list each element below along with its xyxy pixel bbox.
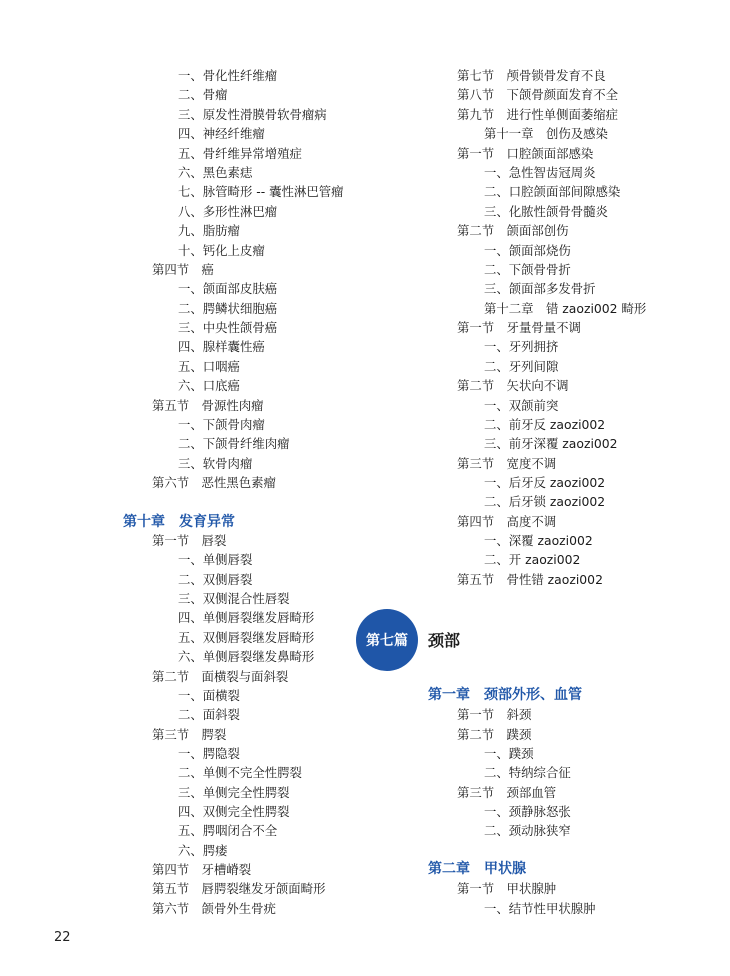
toc-item: 一、急性智齿冠周炎 bbox=[484, 165, 596, 180]
toc-item: 五、腭咽闭合不全 bbox=[178, 823, 278, 838]
toc-section: 第二节 蹼颈 bbox=[457, 727, 532, 742]
toc-item: 二、后牙锁 zaozi002 bbox=[484, 494, 606, 509]
toc-item: 六、单侧唇裂继发鼻畸形 bbox=[178, 649, 315, 664]
toc-item: 八、多形性淋巴瘤 bbox=[178, 204, 278, 219]
toc-item: 二、特纳综合征 bbox=[484, 765, 571, 780]
toc-item: 一、颌面部烧伤 bbox=[484, 243, 571, 258]
toc-item: 一、后牙反 zaozi002 bbox=[484, 475, 606, 490]
toc-item: 三、双侧混合性唇裂 bbox=[178, 591, 290, 606]
chapter-title: 第二章 甲状腺 bbox=[428, 861, 526, 877]
toc-item: 二、双侧唇裂 bbox=[178, 572, 253, 587]
toc-item: 二、颈动脉狭窄 bbox=[484, 823, 571, 838]
toc-item: 二、骨瘤 bbox=[178, 87, 228, 102]
toc-item: 一、面横裂 bbox=[178, 688, 240, 703]
toc-section: 第三节 腭裂 bbox=[152, 727, 227, 742]
toc-item: 一、颌面部皮肤癌 bbox=[178, 281, 278, 296]
chapter-title: 第一章 颈部外形、血管 bbox=[428, 687, 582, 703]
toc-section: 第四节 高度不调 bbox=[457, 514, 557, 529]
toc-item: 二、面斜裂 bbox=[178, 707, 240, 722]
toc-item: 一、深覆 zaozi002 bbox=[484, 533, 593, 548]
toc-item: 一、下颌骨肉瘤 bbox=[178, 417, 265, 432]
toc-item: 二、口腔颌面部间隙感染 bbox=[484, 184, 621, 199]
toc-item: 一、牙列拥挤 bbox=[484, 339, 559, 354]
toc-item: 二、牙列间隙 bbox=[484, 359, 559, 374]
toc-item: 一、结节性甲状腺肿 bbox=[484, 901, 596, 916]
toc-item: 二、单侧不完全性腭裂 bbox=[178, 765, 302, 780]
toc-section: 第五节 骨源性肉瘤 bbox=[152, 398, 264, 413]
toc-section: 第八节 下颌骨颜面发育不全 bbox=[457, 87, 619, 102]
toc-item: 一、单侧唇裂 bbox=[178, 552, 253, 567]
toc-section: 第一节 斜颈 bbox=[457, 707, 532, 722]
toc-item: 十、钙化上皮瘤 bbox=[178, 243, 265, 258]
toc-item: 二、开 zaozi002 bbox=[484, 552, 581, 567]
toc-section: 第五节 骨性错 zaozi002 bbox=[457, 572, 603, 587]
toc-chapter: 第十二章 错 zaozi002 畸形 bbox=[484, 301, 647, 316]
toc-item: 一、颈静脉怒张 bbox=[484, 804, 571, 819]
toc-section: 第二节 颌面部创伤 bbox=[457, 223, 569, 238]
toc-item: 五、骨纤维异常增殖症 bbox=[178, 146, 302, 161]
toc-item: 六、黑色素痣 bbox=[178, 165, 253, 180]
toc-item: 四、腺样囊性癌 bbox=[178, 339, 265, 354]
toc-section: 第一节 唇裂 bbox=[152, 533, 227, 548]
toc-item: 三、化脓性颌骨骨髓炎 bbox=[484, 204, 608, 219]
toc-item: 三、原发性滑膜骨软骨瘤病 bbox=[178, 107, 327, 122]
page-number: 22 bbox=[54, 930, 71, 945]
toc-item: 二、前牙反 zaozi002 bbox=[484, 417, 606, 432]
toc-section: 第三节 宽度不调 bbox=[457, 456, 557, 471]
toc-item: 五、双侧唇裂继发唇畸形 bbox=[178, 630, 315, 645]
toc-section: 第七节 颅骨锁骨发育不良 bbox=[457, 68, 606, 83]
toc-item: 四、双侧完全性腭裂 bbox=[178, 804, 290, 819]
toc-item: 三、中央性颌骨癌 bbox=[178, 320, 278, 335]
toc-section: 第五节 唇腭裂继发牙颌面畸形 bbox=[152, 881, 326, 896]
chapter-title: 第十章 发育异常 bbox=[123, 514, 235, 530]
toc-item: 一、腭隐裂 bbox=[178, 746, 240, 761]
toc-item: 九、脂肪瘤 bbox=[178, 223, 240, 238]
toc-chapter: 第十一章 创伤及感染 bbox=[484, 126, 608, 141]
toc-section: 第六节 颌骨外生骨疣 bbox=[152, 901, 276, 916]
toc-item: 三、单侧完全性腭裂 bbox=[178, 785, 290, 800]
toc-item: 二、腭鳞状细胞癌 bbox=[178, 301, 278, 316]
toc-section: 第一节 口腔颌面部感染 bbox=[457, 146, 594, 161]
toc-item: 四、神经纤维瘤 bbox=[178, 126, 265, 141]
toc-section: 第九节 进行性单侧面萎缩症 bbox=[457, 107, 619, 122]
toc-item: 三、软骨肉瘤 bbox=[178, 456, 253, 471]
toc-item: 三、前牙深覆 zaozi002 bbox=[484, 436, 618, 451]
toc-section: 第一节 牙量骨量不调 bbox=[457, 320, 581, 335]
toc-section: 第一节 甲状腺肿 bbox=[457, 881, 557, 896]
toc-item: 三、颌面部多发骨折 bbox=[484, 281, 596, 296]
toc-item: 二、下颌骨纤维肉瘤 bbox=[178, 436, 290, 451]
toc-item: 一、蹼颈 bbox=[484, 746, 534, 761]
toc-item: 一、双颌前突 bbox=[484, 398, 559, 413]
toc-item: 五、口咽癌 bbox=[178, 359, 240, 374]
toc-section: 第六节 恶性黑色素瘤 bbox=[152, 475, 276, 490]
toc-section: 第二节 面横裂与面斜裂 bbox=[152, 669, 289, 684]
toc-section: 第二节 矢状向不调 bbox=[457, 378, 569, 393]
toc-section: 第四节 癌 bbox=[152, 262, 214, 277]
toc-item: 一、骨化性纤维瘤 bbox=[178, 68, 278, 83]
toc-item: 四、单侧唇裂继发唇畸形 bbox=[178, 610, 315, 625]
part-badge: 第七篇 bbox=[356, 609, 418, 671]
toc-item: 六、口底癌 bbox=[178, 378, 240, 393]
toc-item: 二、下颌骨骨折 bbox=[484, 262, 571, 277]
toc-section: 第四节 牙槽嵴裂 bbox=[152, 862, 252, 877]
toc-item: 六、腭瘘 bbox=[178, 843, 228, 858]
toc-section: 第三节 颈部血管 bbox=[457, 785, 557, 800]
toc-item: 七、脉管畸形 -- 囊性淋巴管瘤 bbox=[178, 184, 344, 199]
part-title: 颈部 bbox=[428, 631, 461, 650]
